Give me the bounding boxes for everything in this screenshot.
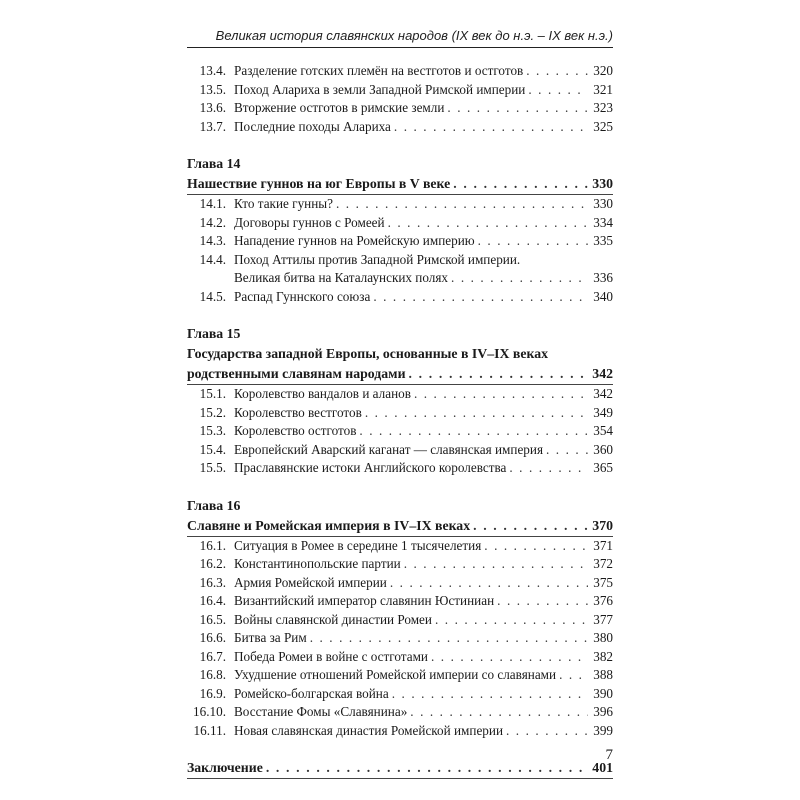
chapter-heading[interactable]: [187, 364, 613, 384]
entry-title: Ухудшение отношений Ромейской империи со славянами: [234, 667, 557, 682]
leader-dots: [388, 214, 588, 233]
leader-dots: [509, 459, 588, 478]
leader-dots: [359, 422, 588, 441]
entry-page: 399: [593, 722, 613, 738]
entry-number: 16.7.: [199, 648, 226, 664]
entry-number: 16.2.: [199, 556, 226, 571]
entry-number: 14.2.: [199, 214, 226, 230]
leader-dots: [409, 364, 588, 384]
entry-page: 323: [593, 100, 613, 115]
toc-entry[interactable]: [187, 459, 613, 478]
entry-number: 14.1.: [199, 196, 226, 211]
toc-entry[interactable]: [187, 537, 613, 556]
chapter-title-continuation: родственными славянам народами: [187, 366, 406, 381]
entry-number: 16.3.: [199, 574, 226, 590]
leader-dots: [392, 685, 588, 704]
leader-dots: [373, 288, 588, 307]
entry-number: 15.2.: [199, 404, 226, 420]
entry-title: Победа Ромеи в войне с остготами: [234, 648, 428, 664]
entry-number: 16.5.: [199, 611, 226, 627]
entry-page: 396: [593, 704, 613, 719]
chapter-page: 330: [592, 176, 613, 191]
leader-dots: [410, 703, 588, 722]
leader-dots: [484, 537, 588, 556]
leader-dots: [528, 81, 588, 100]
entry-number: 13.5.: [199, 81, 226, 97]
entry-title: Армия Ромейской империи: [234, 574, 387, 590]
entry-page: 380: [593, 630, 613, 645]
entry-title: Восстание Фомы «Славянина»: [234, 704, 408, 719]
entry-number: 13.6.: [199, 100, 226, 115]
toc-entry[interactable]: [187, 62, 613, 81]
chapter-label: Глава 14: [187, 156, 241, 171]
conclusion-title: Заключение: [187, 760, 263, 775]
toc-entry[interactable]: [187, 251, 613, 270]
chapter-heading[interactable]: [187, 174, 613, 194]
entry-title: Договоры гуннов с Ромеей: [234, 214, 385, 230]
toc-entry[interactable]: [187, 385, 613, 404]
leader-dots: [453, 174, 588, 194]
entry-number: 16.4.: [199, 593, 226, 608]
toc-entry[interactable]: [187, 592, 613, 611]
leader-dots: [394, 118, 588, 137]
leader-dots: [435, 611, 588, 630]
entry-page: 354: [593, 423, 613, 438]
toc-entry[interactable]: [187, 81, 613, 100]
leader-dots: [336, 195, 588, 214]
entry-title: Войны славянской династии Ромеи: [234, 611, 432, 627]
entry-number: 15.3.: [199, 423, 226, 438]
toc-entry[interactable]: [187, 422, 613, 441]
chapter-title: Нашествие гуннов на юг Европы в V веке: [187, 176, 451, 191]
entry-title: Королевство вестготов: [234, 404, 362, 420]
entry-title: Праславянские истоки Английского королевства: [234, 460, 507, 475]
entry-page: 334: [593, 214, 613, 230]
entry-title: Ромейско-болгарская война: [234, 685, 389, 701]
leader-dots: [526, 62, 588, 81]
toc-entry[interactable]: [187, 232, 613, 251]
leader-dots: [404, 555, 588, 574]
entry-page: 335: [593, 233, 613, 248]
entry-title: Распад Гуннского союза: [234, 288, 371, 304]
entry-title: Нападение гуннов на Ромейскую империю: [234, 233, 475, 248]
entry-number: 16.9.: [199, 685, 226, 701]
running-header: Великая история славянских народов (IX век до н.э. – IX век н.э.): [215, 28, 613, 43]
leader-dots: [390, 574, 588, 593]
conclusion-entry[interactable]: [187, 758, 613, 778]
chapter-label: Глава 15: [187, 326, 241, 341]
leader-dots: [266, 758, 588, 778]
leader-dots: [473, 516, 588, 536]
entry-number: 16.8.: [199, 667, 226, 682]
entry-title: Королевство остготов: [234, 423, 357, 438]
entry-title: Разделение готских племён на вестготов и остготов: [234, 63, 524, 78]
page-number: 7: [605, 747, 613, 763]
entry-page: 382: [593, 648, 613, 664]
entry-title: Вторжение остготов в римские земли: [234, 100, 445, 115]
entry-page: 372: [593, 556, 613, 571]
toc-entry[interactable]: [187, 555, 613, 574]
entry-title: Константинопольские партии: [234, 556, 401, 571]
leader-dots: [506, 722, 588, 741]
toc-entry[interactable]: [187, 441, 613, 460]
leader-dots: [310, 629, 588, 648]
entry-page: 377: [593, 611, 613, 627]
entry-number: 14.4.: [199, 251, 226, 267]
entry-page: 320: [593, 63, 613, 78]
chapter-rule: [187, 778, 613, 779]
entry-page: 336: [593, 270, 613, 285]
entry-title: Европейский Аварский каганат — славянская империя: [234, 441, 544, 457]
entry-number: 15.4.: [199, 441, 226, 457]
entry-title: Последние походы Алариха: [234, 118, 391, 134]
chapter-page: 370: [592, 517, 613, 533]
entry-number: 15.5.: [199, 460, 226, 475]
table-of-contents: [187, 62, 613, 779]
entry-title-line2: Великая битва на Каталаунских полях: [234, 270, 449, 285]
toc-entry[interactable]: [187, 214, 613, 233]
chapter-title: Славяне и Ромейская империя в IV–IX веках: [187, 517, 471, 533]
toc-entry[interactable]: [187, 629, 613, 648]
entry-page: 325: [593, 118, 613, 134]
toc-entry[interactable]: [187, 611, 613, 630]
leader-dots: [559, 666, 588, 685]
entry-number: 16.6.: [199, 630, 226, 645]
entry-title: Поход Алариха в земли Западной Римской империи: [234, 81, 526, 97]
entry-page: 388: [593, 667, 613, 682]
toc-entry[interactable]: [187, 99, 613, 118]
header-rule: [187, 47, 613, 48]
entry-page: 342: [593, 386, 613, 401]
conclusion-page: 401: [592, 760, 613, 775]
leader-dots: [497, 592, 588, 611]
entry-number: 14.3.: [199, 233, 226, 248]
leader-dots: [451, 269, 588, 288]
entry-title: Новая славянская династия Ромейской империи: [234, 722, 504, 738]
entry-page: 376: [593, 593, 613, 608]
entry-page: 371: [593, 537, 613, 553]
leader-dots: [431, 648, 588, 667]
chapter-title[interactable]: Государства западной Европы, основанные в IV–IX веках: [187, 346, 549, 361]
toc-entry[interactable]: [187, 666, 613, 685]
entry-page: 349: [593, 404, 613, 420]
toc-entry[interactable]: [187, 685, 613, 704]
chapter-label: Глава 16: [187, 497, 241, 513]
leader-dots: [546, 441, 588, 460]
entry-page: 365: [593, 460, 613, 475]
toc-entry[interactable]: [187, 195, 613, 214]
entry-number: 14.5.: [199, 288, 226, 304]
entry-number: 16.10.: [193, 704, 226, 719]
chapter-page: 342: [592, 366, 613, 381]
entry-page: 360: [593, 441, 613, 457]
toc-entry[interactable]: [187, 722, 613, 741]
entry-number: 16.11.: [193, 722, 226, 738]
toc-entry[interactable]: [187, 118, 613, 137]
leader-dots: [414, 385, 588, 404]
chapter-heading[interactable]: [187, 516, 613, 536]
toc-entry[interactable]: [187, 703, 613, 722]
entry-number: 15.1.: [199, 386, 226, 401]
entry-title: Королевство вандалов и аланов: [234, 386, 411, 401]
entry-title: Кто такие гунны?: [234, 196, 333, 211]
entry-number: 16.1.: [199, 537, 226, 553]
entry-number: 13.4.: [199, 63, 226, 78]
toc-entry-continuation[interactable]: [187, 269, 613, 288]
entry-page: 340: [593, 288, 613, 304]
entry-title: Битва за Рим: [234, 630, 307, 645]
leader-dots: [447, 99, 588, 118]
toc-entry[interactable]: [187, 404, 613, 423]
entry-title: Ситуация в Ромее в середине 1 тысячелетия: [234, 537, 482, 553]
toc-entry[interactable]: [187, 574, 613, 593]
entry-page: 330: [593, 196, 613, 211]
entry-page: 375: [593, 574, 613, 590]
entry-title-line1: Поход Аттилы против Западной Римской империи.: [234, 251, 521, 267]
entry-number: 13.7.: [199, 118, 226, 134]
entry-title: Византийский император славянин Юстиниан: [234, 593, 495, 608]
leader-dots: [365, 404, 588, 423]
toc-entry[interactable]: [187, 288, 613, 307]
toc-entry[interactable]: [187, 648, 613, 667]
leader-dots: [478, 232, 588, 251]
entry-page: 321: [593, 81, 613, 97]
entry-page: 390: [593, 685, 613, 701]
